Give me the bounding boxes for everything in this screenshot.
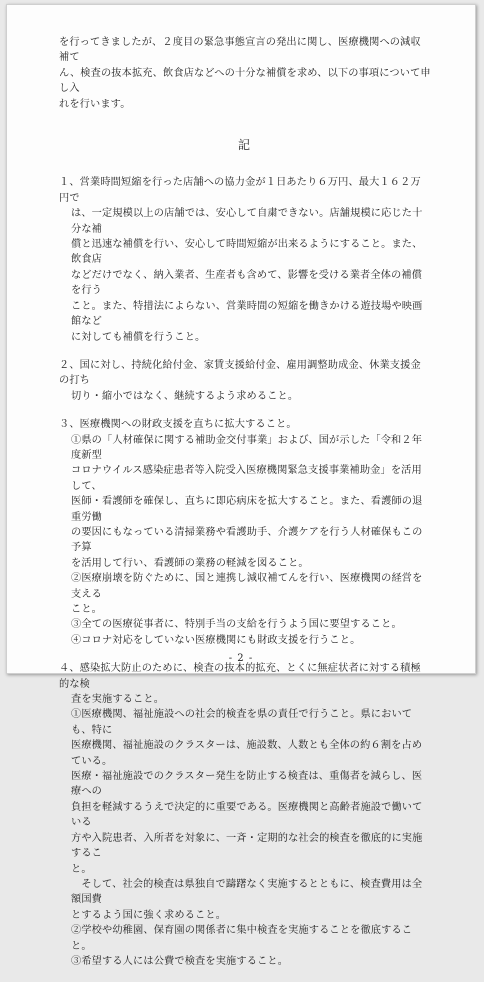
item-line: 医師・看護師を確保し、直ちに即応病床を拡大すること。また、看護師の退重労働: [71, 496, 423, 523]
document-page: [6, 4, 476, 967]
item-line: と。: [71, 863, 92, 875]
intro-line: を行ってきましたが、２度目の緊急事態宣言の発出に関し、医療機関への減収補て: [59, 37, 421, 64]
item-line: ①医療機関、福祉施設への社会的検査を県の責任で行うこと。県においても、特に: [71, 709, 413, 736]
item-line: 償と迅速な補償を行い、安心して時間短縮が出来るようにすること。また、飲食店: [71, 239, 423, 266]
item-line: などだけでなく、納入業者、生産者も含めて、影響を受ける業者全体の補償を行う: [71, 269, 423, 297]
item-line: １、営業時間短縮を行った店舗への協力金が１日あたり６万円、最大１６２万円で: [59, 177, 421, 204]
item-line: とするよう国に強く求めること。: [71, 909, 227, 921]
item-line: ④コロナ対応をしていない医療機関にも財政支援を行うこと。: [71, 634, 361, 646]
item-line: ４、感染拡大防止のために、検査の抜本的拡充、とくに無症状者に対する積極的な検: [59, 663, 421, 690]
item-line: ②学校や幼稚園、保育園の関係者に集中検査を実施することを徹底すること。: [71, 925, 413, 952]
item-line: 医療・福祉施設でのクラスター発生を防止する検査は、重傷者を減らし、医療への: [71, 771, 423, 798]
intro-line: ん、検査の抜本拡充、飲食店などへの十分な補償を求め、以下の事項について申し入: [59, 67, 431, 95]
item-line: の要因にもなっている清掃業務や看護助手、介護ケアを行う人材確保もこの予算: [71, 526, 423, 554]
intro-paragraph: [59, 35, 431, 112]
item-1: [59, 175, 431, 344]
item-line: そして、社会的検査は県独自で躊躇なく実施するとともに、検査費用は全額国費: [71, 878, 423, 906]
item-line: 査を実施すること。: [71, 694, 165, 706]
item-line: ３、医療機関への財政支援を直ちに拡大すること。: [59, 419, 297, 431]
item-2: [59, 358, 431, 404]
item-line: ③希望する人には公費で検査を実施すること。: [71, 955, 289, 967]
item-line: コロナウイルス感染症患者等入院受入医療機関緊急支援事業補助金」を活用して、: [71, 465, 422, 492]
item-line: は、一定規模以上の店舗では、安心して自粛できない。店舗規模に応じた十分な補: [71, 208, 423, 235]
item-line: に対しても補償を行うこと。: [71, 331, 206, 343]
intro-line: れを行います。: [59, 98, 131, 110]
page-number: - 2 -: [228, 653, 254, 664]
item-line: 切り・縮小ではなく、継続するよう求めること。: [71, 390, 299, 402]
item-line: ２、国に対し、持続化給付金、家賃支援給付金、雇用調整助成金、休業支援金の打ち: [59, 359, 421, 387]
document-body: [59, 35, 431, 982]
item-line: こと。: [71, 604, 103, 615]
item-4: [59, 661, 431, 969]
item-line: ②医療崩壊を防ぐために、国と連携し減収補てんを行い、医療機関の経営を支える: [71, 573, 423, 600]
item-line: こと。また、特措法によらない、営業時間の短縮を働きかける遊技場や映画館など: [71, 300, 423, 328]
item-line: を活用して行い、看護師の業務の軽減を図ること。: [71, 557, 309, 569]
item-line: 医療機関、福祉施設のクラスターは、施設数、人数とも全体の約６割を占めている。: [71, 740, 423, 767]
item-line: ①県の「人材確保に関する補助金交付事業」および、国が示した「令和２年度新型: [71, 434, 423, 461]
item-line: 負担を軽減するうえで決定的に重要である。医療機関と高齢者施設で働いている: [71, 801, 423, 829]
item-line: 方や入院患者、入所者を対象に、一斉・定期的な社会的検査を徹底的に実施するこ: [71, 832, 423, 860]
item-3: [59, 417, 431, 648]
ki-heading: 記: [237, 138, 252, 153]
item-line: ③全ての医療従事者に、特別手当の支給を行うよう国に要望すること。: [71, 619, 402, 631]
